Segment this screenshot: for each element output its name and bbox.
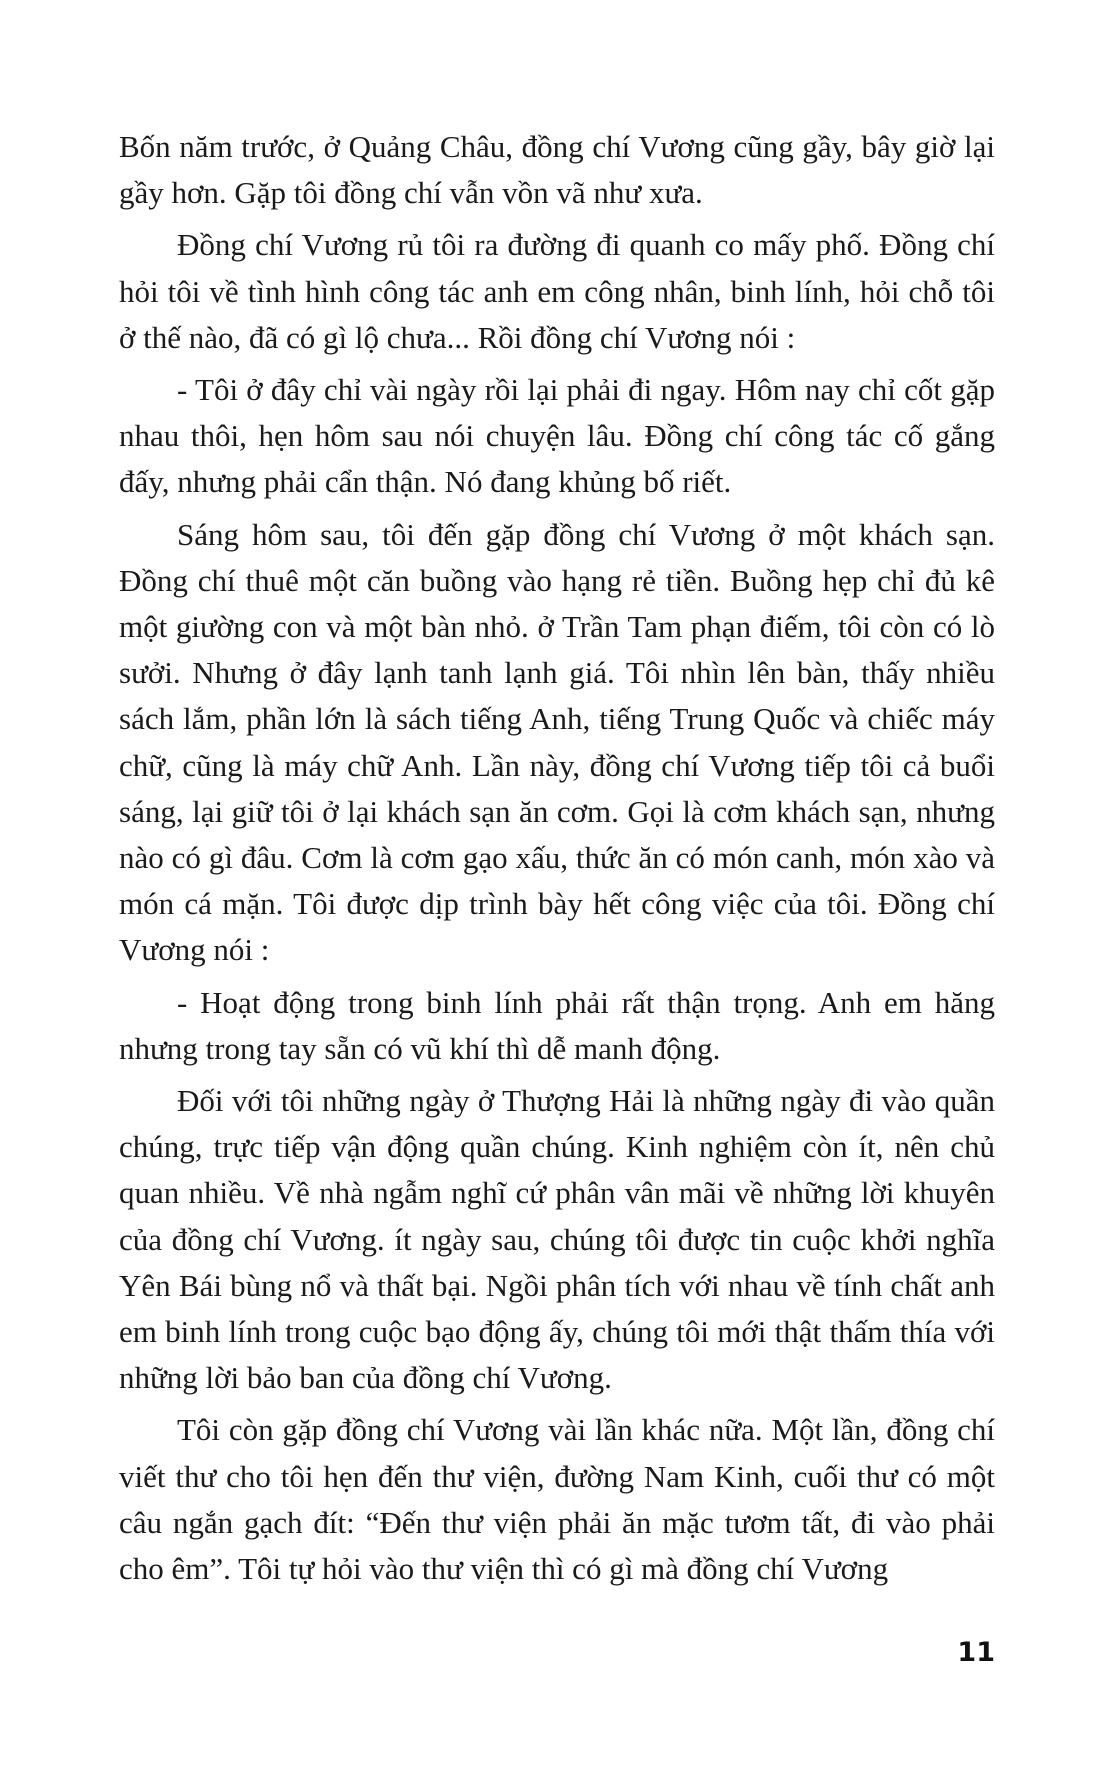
paragraph-1: Bốn năm trước, ở Quảng Châu, đồng chí Vương cũng gầy, bây giờ lại gầy hơn. Gặp tôi đồng chí vẫn vồn vã như xưa. [119, 129, 995, 211]
body-text [119, 124, 995, 1598]
paragraph-7: Tôi còn gặp đồng chí Vương vài lần khác nữa. Một lần, đồng chí viết thư cho tôi hẹn đến thư viện, đường Nam Kinh, cuối thư có một câu ngắn gạch đít: “Đến thư viện phải ăn mặc tươm tất, đi vào phải cho êm”. Tôi tự hỏi vào thư viện thì có gì mà đồng chí Vương [119, 1412, 995, 1587]
page-number: 11 [957, 1637, 995, 1668]
paragraph-4: Sáng hôm sau, tôi đến gặp đồng chí Vương ở một khách sạn. Đồng chí thuê một căn buồng vào hạng rẻ tiền. Buồng hẹp chỉ đủ kê một giường con và một bàn nhỏ. ở Trần Tam phạn điếm, tôi còn có lò sưởi. Nhưng ở đây lạnh tanh lạnh giá. Tôi nhìn lên bàn, thấy nhiều sách lắm, phần lớn là sách tiếng Anh, tiếng Trung Quốc và chiếc máy chữ, cũng là máy chữ Anh. Lần này, đồng chí Vương tiếp tôi cả buổi sáng, lại giữ tôi ở lại khách sạn ăn cơm. Gọi là cơm khách sạn, nhưng nào có gì đâu. Cơm là cơm gạo xấu, thức ăn có món canh, món xào và món cá mặn. Tôi được dịp trình bày hết công việc của tôi. Đồng chí Vương nói : [119, 516, 995, 968]
paragraph-6: Đối với tôi những ngày ở Thượng Hải là những ngày đi vào quần chúng, trực tiếp vận động quần chúng. Kinh nghiệm còn ít, nên chủ quan nhiều. Về nhà ngẫm nghĩ cứ phân vân mãi về những lời khuyên của đồng chí Vương. ít ngày sau, chúng tôi được tin cuộc khởi nghĩa Yên Bái bùng nổ và thất bại. Ngồi phân tích với nhau về tính chất anh em binh lính trong cuộc bạo động ấy, chúng tôi mới thật thấm thía với những lời bảo ban của đồng chí Vương. [119, 1083, 995, 1396]
paragraph-2: Đồng chí Vương rủ tôi ra đường đi quanh co mấy phố. Đồng chí hỏi tôi về tình hình công tác anh em công nhân, binh lính, hỏi chỗ tôi ở thế nào, đã có gì lộ chưa... Rồi đồng chí Vương nói : [119, 227, 995, 355]
paragraph-5-dialogue: - Hoạt động trong binh lính phải rất thận trọng. Anh em hăng nhưng trong tay sẵn có vũ khí thì dễ manh động. [119, 984, 995, 1066]
paragraph-3-dialogue: - Tôi ở đây chỉ vài ngày rồi lại phải đi ngay. Hôm nay chỉ cốt gặp nhau thôi, hẹn hôm sau nói chuyện lâu. Đồng chí công tác cố gắng đấy, nhưng phải cẩn thận. Nó đang khủng bố riết. [119, 372, 995, 500]
